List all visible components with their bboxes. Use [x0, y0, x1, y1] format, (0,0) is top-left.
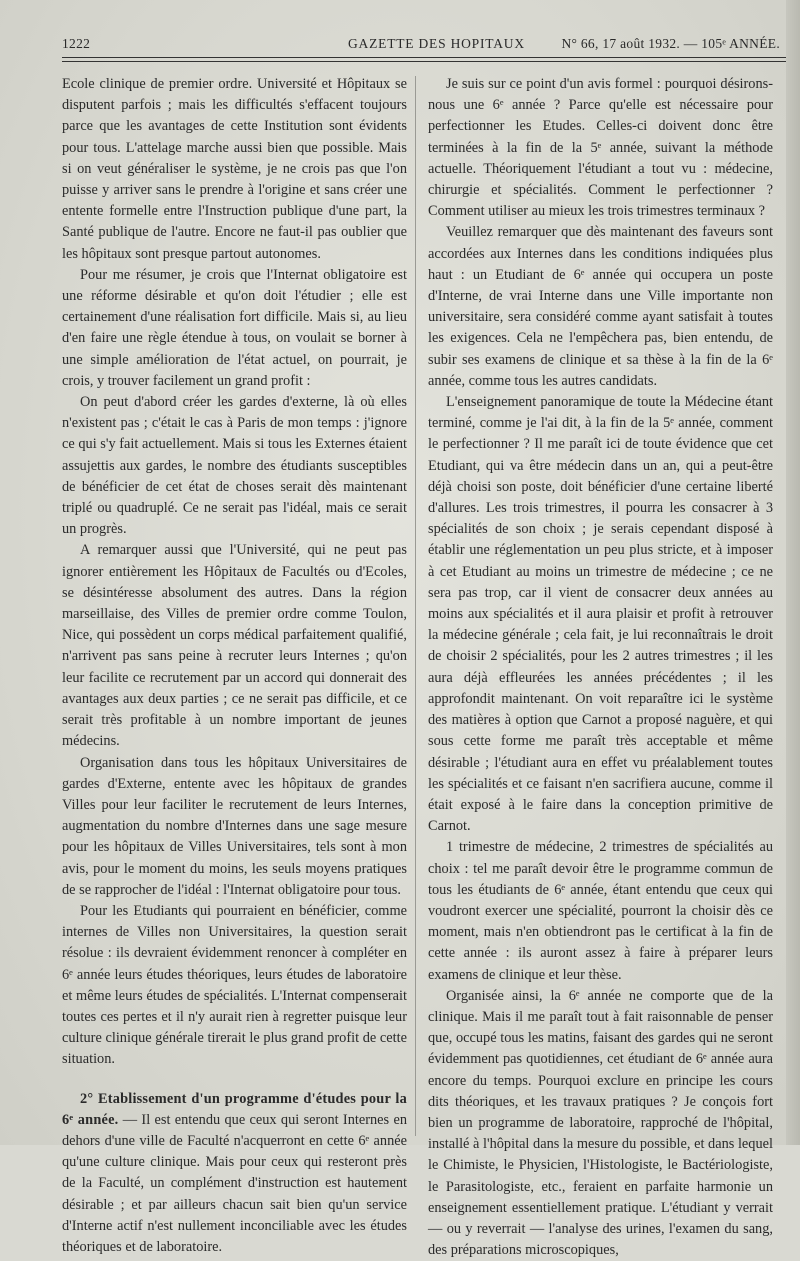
paragraph: Veuillez remarquer que dès maintenant des faveurs sont accordées aux Internes dans les conditions indiquées plus haut : un Etudiant de 6ᵉ année qui occupera un poste d'Interne, de vrai Interne dans une Ville importante non universitaire, sera considéré comme ayant satisfait à toutes les exigences. Cela ne l'empêchera pas, bien entendu, de subir ses examens de clinique et sa thèse à la fin de la 6ᵉ année, comme tous les autres candidats.	[428, 224, 773, 389]
right-column	[428, 74, 773, 1261]
paragraph: L'enseignement panoramique de toute la Médecine étant terminé, comme je l'ai dit, à la fin de la 5ᵉ année, comment le perfectionner ? Il me paraît ici de toute évidence que cet Etudiant, qui va être médecin dans un an, qui a peut-être déjà choisi son poste, doit bénéficier d'une certaine liberté d'allures. Les trois trimestres, il pourra les consacrer à 3 spécialités de son choix ; je serais cependant disposé à établir une réglementation un peu plus stricte, et à imposer à cet Etudiant au moins un trimestre de médecine ; ce ne sera pas trop, car il vient de consacrer deux années au moins aux spécialités et il aura plaisir et profit à retrouver la médecine générale ; cela fait, je lui reconnaîtrais le droit de choisir 2 spécialités, pour les 2 autres trimestres ; il les aura déjà effleurées les années précédentes ; il les approfondit maintenant. On voit reparaître ici le système des matières à option que Carnot a proposé naguère, et qui sous cette forme me paraît très acceptable et même désirable ; l'étudiant aura en effet vu préalablement toutes les spécialités et ce faisant n'en sacrifiera aucune, comme il était exposé à le faire dans la conception primitive de Carnot.	[428, 394, 773, 835]
page-edge	[786, 0, 800, 1145]
paragraph: Je suis sur ce point d'un avis formel : pourquoi désirons-nous une 6ᵉ année ? Parce qu'elle est nécessaire pour perfectionner les Etudes. Celles-ci doivent donc être terminées à la fin de la 5ᵉ année, suivant la méthode actuelle. Théoriquement l'étudiant a tout vu : médecine, chirurgie et spécialités. Comment le perfectionner ? Comment utiliser au mieux les trois trimestres terminaux ?	[428, 76, 773, 220]
column-divider	[415, 76, 416, 1136]
page-number: 1222	[62, 36, 91, 51]
paragraph: Pour les Etudiants qui pourraient en bénéficier, comme internes de Villes non Universitaires, la question serait résolue : ils devraient évidemment renoncer à compléter en 6ᵉ année leurs études théoriques, leurs études de laboratoire et même leurs études de spécialités. L'Internat compenserait toutes ces pertes et il n'y aurait rien à regretter puisque leur culture clinique générale tirerait le plus grand profit de cette situation.	[62, 902, 407, 1068]
paragraph: A remarquer aussi que l'Université, qui ne peut pas ignorer entièrement les Hôpitaux de Facultés ou d'Ecoles, se désintéresse absolument des autres. Dans la région marseillaise, des Villes de premier ordre comme Toulon, Nice, qui possèdent un corps médical parfaitement qualifié, n'arrivent pas sans peine à recruter leurs Internes ; qu'on leur facilite ce recrutement par un accord qui donnerait des avantages aux deux parties ; ce ne serait pas difficile, et ce serait très profitable à un nombre important de jeunes médecins.	[62, 542, 407, 750]
journal-title: GAZETTE DES HOPITAUX	[348, 36, 525, 51]
header-rule	[62, 57, 786, 58]
paragraph: Pour me résumer, je crois que l'Internat obligatoire est une réforme désirable et qu'on doit l'étudier ; elle est certainement d'une réalisation fort difficile. Mais si, au lieu d'en faire une règle étendue à tous, on voulait se borner à une simple amélioration de l'état actuel, on pourrait, je crois, y trouver facilement un grand profit :	[62, 266, 407, 389]
paragraph: Organisation dans tous les hôpitaux Universitaires de gardes d'Externe, entente avec les hôpitaux de grandes Villes pour leur faciliter le recrutement de leurs Internes, augmentation du nombre d'Internes dans une sage mesure pour les hôpitaux de Villes Universitaires, tels sont à mon avis, pour le moment du moins, les seuls moyens pratiques de se rapprocher de l'idéal : l'Internat obligatoire pour tous.	[62, 754, 407, 898]
header-rule	[62, 61, 786, 62]
section-paragraph	[62, 1089, 407, 1259]
section-body: — Il est entendu que ceux qui seront Internes en dehors d'une ville de Faculté n'acquerront en cette 6ᵉ année qu'une culture clinique. Mais pour ceux qui resteront près de la Faculté, un complément d'instruction est hautement désirable ; et par ailleurs chacun sait bien qu'un service d'Interne actif n'est nullement inconciliable avec les études théoriques et de laboratoire.	[62, 1111, 407, 1255]
section-heading: 2° Etablissement d'un programme d'études pour la 6ᵉ année.	[62, 1090, 407, 1128]
paragraph: 1 trimestre de médecine, 2 trimestres de spécialités au choix : tel me paraît devoir être le programme commun de tous les étudiants de 6ᵉ année, étant entendu que ceux qui voudront exercer une spécialité, pourront la choisir dès ce moment, mais n'en obtiendront pas le certificat à la fin de cette année : ils auront assez à faire à préparer leurs examens de clinique et leur thèse.	[428, 839, 773, 983]
left-column	[62, 74, 407, 1258]
paragraph: Ecole clinique de premier ordre. Université et Hôpitaux se disputent parfois ; mais les difficultés s'effacent toujours parce que les avantages de cette Institution sont évidents pour tous. L'attelage marche aussi bien que possible. Mais si on veut généraliser le système, je ne crois pas que l'on puisse y arriver sans le prendre à l'origine et sans créer une entente formelle entre l'Instruction publique d'une part, la Santé publique de l'autre. Encore ne faut-il pas oublier que les hôpitaux sont presque partout autonomes.	[62, 76, 407, 262]
page-header	[62, 30, 786, 64]
paragraph: On peut d'abord créer les gardes d'externe, là où elles n'existent pas ; c'était le cas à Paris de mon temps : j'ignore ce qui s'y fait actuellement. Mais si tous les Externes étaient assujettis aux gardes, le nombre des étudiants susceptibles de bénéficier de cet état de choses serait dès maintenant triplé ou quadruplé. Ce ne serait pas l'idéal, mais ce serait un progrès.	[62, 394, 407, 538]
paragraph: Organisée ainsi, la 6ᵉ année ne comporte que de la clinique. Mais il me paraît tout à fait raisonnable de penser que, occupé tous les matins, faisant des gardes qui ne seront évidemment pas quotidiennes, cet étudiant de 6ᵉ année aura encore du temps. Pourquoi exclure en principe les cours dits théoriques, et les travaux pratiques ? Je conçois fort bien un programme de laboratoire, rapproché de l'hôpital, installé à l'hôpital dans la mesure du possible, et dans lequel le Chimiste, le Physicien, l'Histologiste, le Bactériologiste, le Parasitologiste, etc., feraient en parfaite harmonie un enseignement essentiellement pratique. L'étudiant y verrait — ou y reverrait — l'analyse des urines, l'examen du sang, des préparations microscopiques,	[428, 987, 773, 1259]
issue-info: N° 66, 17 août 1932. — 105ᵉ ANNÉE.	[561, 36, 780, 51]
